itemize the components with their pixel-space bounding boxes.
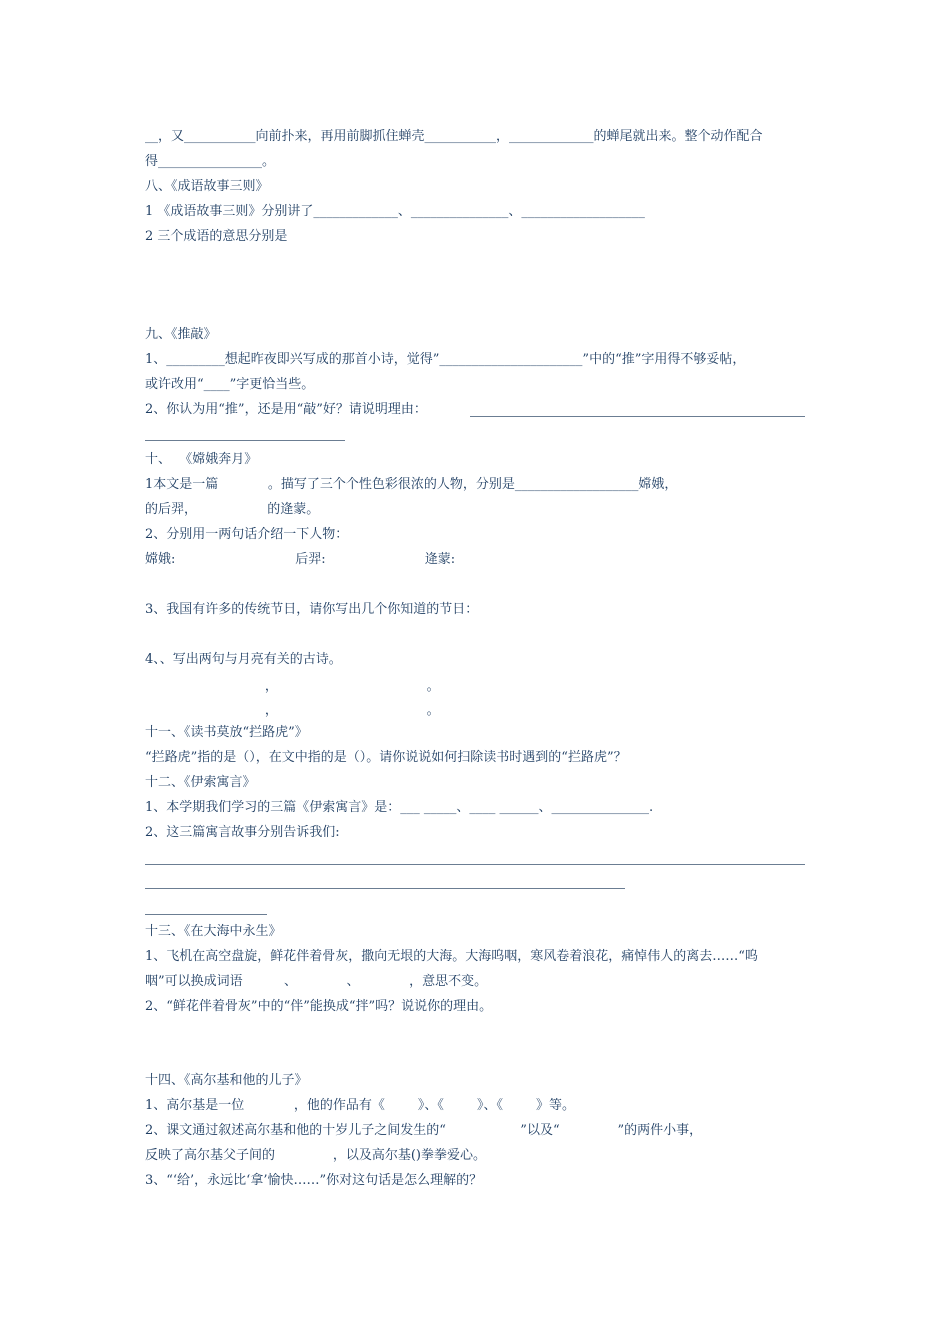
question-line: 2、这三篇寓言故事分别告诉我们: bbox=[145, 825, 340, 840]
section-heading: 十一、《读书莫放“拦路虎”》 bbox=[145, 725, 308, 740]
question-line: 1本文是一篇 。描写了三个个性色彩很浓的人物，分别是___________________嫦娥， bbox=[145, 477, 678, 492]
poem-line: ， 。 bbox=[145, 703, 440, 718]
text-line: 得________________。 bbox=[145, 154, 276, 169]
answer-line bbox=[145, 914, 267, 915]
question-line: 2、你认为用“推”，还是用“敲”好？请说明理由： bbox=[145, 402, 427, 417]
section-heading: 九、《推敲》 bbox=[145, 327, 217, 342]
answer-line bbox=[145, 864, 805, 865]
text-line: 咽”可以换成词语 、 、 ，意思不变。 bbox=[145, 974, 488, 989]
answer-line bbox=[145, 888, 625, 889]
answer-line bbox=[145, 440, 345, 441]
question-line: 1、高尔基是一位 ，他的作品有《 》、《 》、《 》等。 bbox=[145, 1098, 576, 1113]
question-line: 2 三个成语的意思分别是 bbox=[145, 229, 288, 244]
question-line: 1、_________想起昨夜即兴写成的那首小诗，觉得”______________________”中的“推”字用得不够妥帖， bbox=[145, 352, 746, 367]
question-line: 1、飞机在高空盘旋，鲜花伴着骨灰，撒向无垠的大海。大海呜咽，寒风卷着浪花，痛悼伟人的离去……“呜 bbox=[145, 949, 758, 964]
section-heading: 十、 《嫦娥奔月》 bbox=[145, 452, 258, 467]
section-heading: 十三、《在大海中永生》 bbox=[145, 924, 282, 939]
section-heading: 十四、《高尔基和他的儿子》 bbox=[145, 1073, 308, 1088]
question-line: 2、“鲜花伴着骨灰”中的“伴”能换成“拌”吗？说说你的理由。 bbox=[145, 999, 493, 1014]
text-line: __，又___________向前扑来，再用前脚抓住蝉壳___________，_____________的蝉尾就出来。整个动作配合 bbox=[145, 129, 763, 144]
character-labels: 嫦娥: 后羿: 逄蒙: bbox=[145, 552, 456, 567]
question-line: “拦路虎”指的是（），在文中指的是（）。请你说说如何扫除读书时遇到的“拦路虎”？ bbox=[145, 750, 627, 765]
section-heading: 十二、《伊索寓言》 bbox=[145, 775, 256, 790]
question-line: 1 《成语故事三则》分别讲了_____________、_______________、___________________ bbox=[145, 204, 645, 219]
question-line: 1、本学期我们学习的三篇《伊索寓言》是：___ _____、____ ______、_______________. bbox=[145, 800, 654, 815]
question-line: 3、“‘给’，永远比‘拿’愉快……”你对这句话是怎么理解的？ bbox=[145, 1173, 483, 1188]
poem-line: ， 。 bbox=[145, 679, 440, 694]
text-line: 的后羿， 的逄蒙。 bbox=[145, 502, 320, 517]
text-line: 反映了高尔基父子间的 ，以及高尔基()拳拳爱心。 bbox=[145, 1148, 486, 1163]
question-line: 2、课文通过叙述高尔基和他的十岁儿子之间发生的“ ”以及“ ”的两件小事， bbox=[145, 1123, 703, 1138]
answer-line bbox=[470, 416, 805, 417]
question-line: 4、、写出两句与月亮有关的古诗。 bbox=[145, 652, 342, 667]
text-line: 或许改用“____”字更恰当些。 bbox=[145, 377, 315, 392]
question-line: 2、分别用一两句话介绍一下人物： bbox=[145, 527, 349, 542]
question-line: 3、我国有许多的传统节日，请你写出几个你知道的节日： bbox=[145, 602, 479, 617]
section-heading: 八、《成语故事三则》 bbox=[145, 179, 269, 194]
